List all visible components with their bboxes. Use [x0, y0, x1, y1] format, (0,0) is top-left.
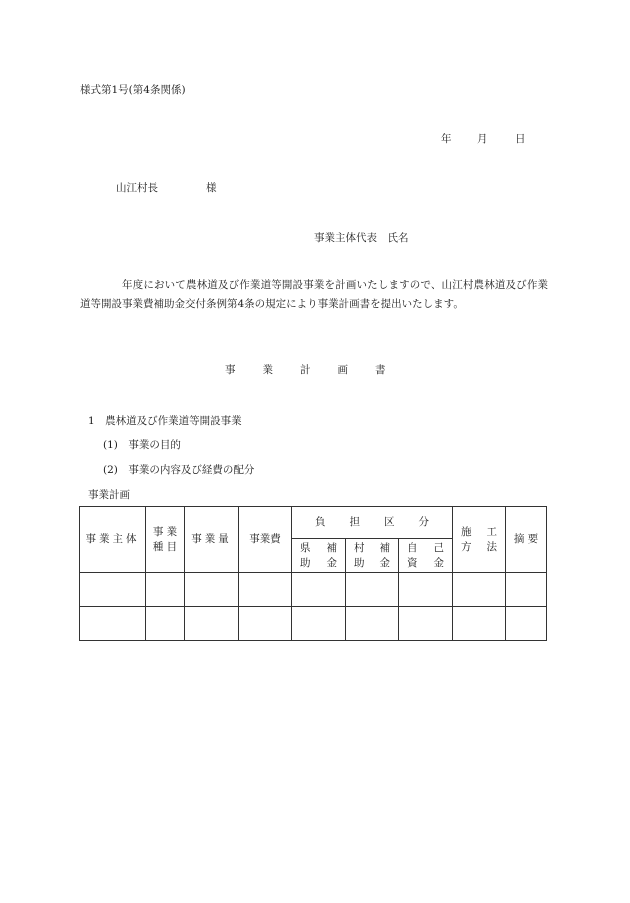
date-year: 年 — [441, 133, 452, 145]
table-cell[interactable] — [146, 607, 185, 641]
table-cell[interactable] — [80, 573, 146, 607]
header-cost: 事業費 — [239, 507, 292, 573]
table-cell[interactable] — [346, 573, 399, 607]
table-cell[interactable] — [239, 573, 292, 607]
title-char: 画 — [337, 364, 348, 376]
title-char: 書 — [375, 364, 386, 376]
table-cell[interactable] — [399, 607, 453, 641]
addressee-name: 山江村長 — [116, 182, 158, 194]
header-type-line2: 種 目 — [152, 540, 178, 553]
table-cell[interactable] — [292, 573, 346, 607]
title-char: 計 — [300, 364, 311, 376]
date-day: 日 — [515, 133, 526, 145]
table-cell[interactable] — [80, 607, 146, 641]
title-char: 事 — [225, 364, 236, 376]
representative-label: 事業主体代表 氏名 — [314, 232, 409, 244]
plan-label: 事業計画 — [88, 489, 130, 501]
table-cell[interactable] — [346, 607, 399, 641]
header-method: 施 工 方 法 — [453, 507, 506, 573]
table-cell[interactable] — [146, 573, 185, 607]
table-cell[interactable] — [506, 607, 547, 641]
header-type-line1: 事 業 — [152, 525, 178, 538]
header-type — [146, 507, 185, 573]
date-line — [441, 131, 526, 146]
table-cell[interactable] — [239, 607, 292, 641]
table-cell[interactable] — [185, 573, 239, 607]
item-purpose: (1) 事業の目的 — [103, 439, 181, 451]
plan-table — [79, 506, 547, 641]
body-text: 年度において農林道及び作業道等開設事業を計画いたしますので、山江村農林道及び作業道等開設事業費補助金交付条例第4条の規定により事業計画書を提出いたします。 — [80, 279, 548, 310]
subheader-pref-subsidy: 県 補 助 金 — [292, 539, 346, 573]
table-row — [80, 607, 547, 641]
table-row — [80, 573, 547, 607]
table-cell[interactable] — [292, 607, 346, 641]
header-remarks: 摘 要 — [506, 507, 547, 573]
header-volume: 事業量 — [185, 507, 239, 573]
table-cell[interactable] — [506, 573, 547, 607]
form-number: 様式第1号(第4条関係) — [80, 84, 186, 96]
header-burden: 負 担 区 分 — [292, 507, 453, 539]
addressee-honorific: 様 — [206, 182, 217, 194]
addressee — [116, 180, 217, 195]
date-month: 月 — [477, 133, 488, 145]
title-char: 業 — [262, 364, 273, 376]
section-heading: 1 農林道及び作業道等開設事業 — [88, 415, 242, 427]
item-content: (2) 事業の内容及び経費の配分 — [103, 464, 255, 476]
table-cell[interactable] — [453, 573, 506, 607]
subheader-village-subsidy: 村 補 助 金 — [346, 539, 399, 573]
table-cell[interactable] — [399, 573, 453, 607]
header-entity: 事業主体 — [80, 507, 146, 573]
table-cell[interactable] — [453, 607, 506, 641]
table-cell[interactable] — [185, 607, 239, 641]
subheader-own-funds: 自 己 資 金 — [399, 539, 453, 573]
document-title — [225, 362, 386, 377]
